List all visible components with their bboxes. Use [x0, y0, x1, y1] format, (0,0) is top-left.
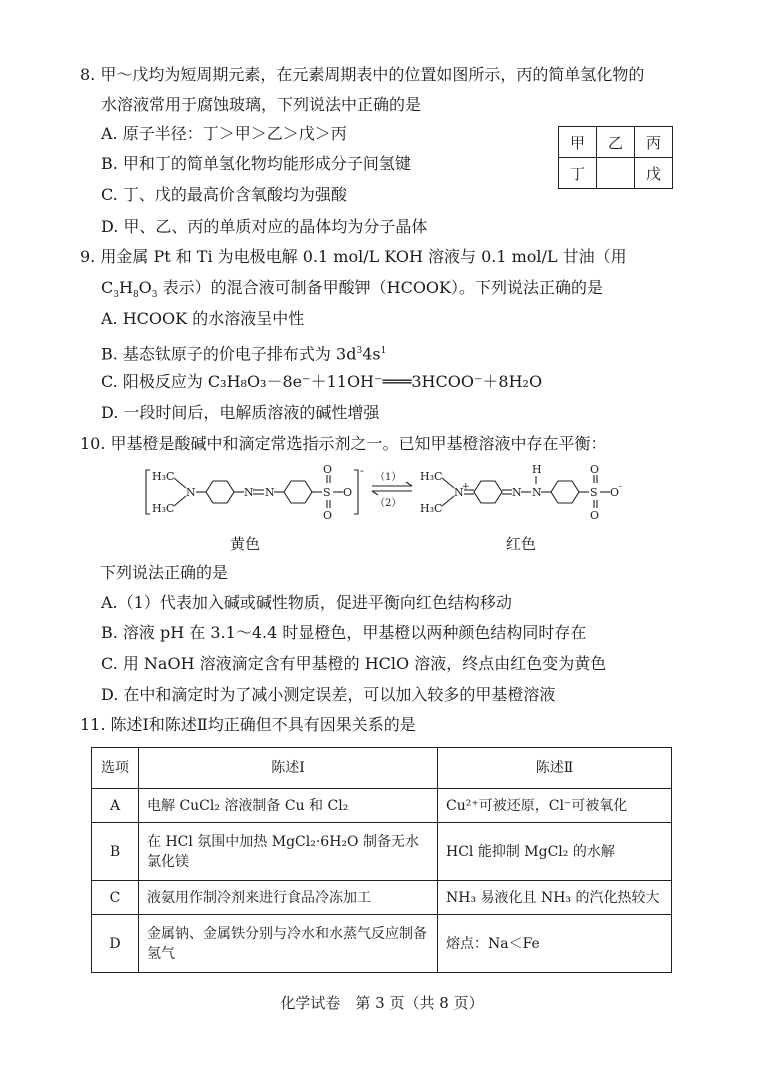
- statement-table: [91, 747, 672, 973]
- table-row: [92, 881, 672, 915]
- q9-option-b: B. 基态钛原子的价电子排布式为 $3d^34s^1$: [101, 344, 387, 364]
- mol-plus: +: [462, 482, 470, 492]
- header-statement-2: 陈述Ⅱ: [438, 748, 672, 789]
- row-statement-1: 金属钠、金属铁分别与冷水和水蒸气反应制备氢气: [139, 915, 438, 973]
- mol-minus: -: [619, 482, 623, 492]
- yellow-label: 黄色: [230, 535, 261, 553]
- mol-minus: -: [360, 464, 364, 477]
- q10-option-c: C. 用 NaOH 溶液滴定含有甲基橙的 HClO 溶液，终点由红色变为黄色: [101, 654, 607, 673]
- q9-stem-line2: $C_3H_8O_3$ 表示）的混合液可制备甲酸钾（HCOOK）。下列说法正确的是: [101, 278, 604, 301]
- table-row: [92, 823, 672, 881]
- page-footer: 化学试卷 第 3 页（共 8 页）: [280, 994, 484, 1012]
- row-option: A: [92, 789, 139, 823]
- methyl-orange-equilibrium: [140, 462, 660, 524]
- periodic-row: [559, 158, 673, 189]
- mol-n: N: [532, 486, 542, 499]
- header-statement-1: 陈述Ⅰ: [139, 748, 438, 789]
- periodic-row: [559, 127, 673, 158]
- row-statement-2: 熔点：Na＜Fe: [438, 915, 672, 973]
- mol-n: N: [186, 486, 196, 499]
- row-statement-2: NH₃ 易液化且 NH₃ 的汽化热较大: [438, 881, 672, 915]
- row-statement-1: 在 HCl 氛围中加热 MgCl₂·6H₂O 制备无水氯化镁: [139, 823, 438, 881]
- mol-n: N: [454, 486, 464, 499]
- mol-h3c-top: H₃C: [420, 470, 443, 483]
- element-cell: [597, 158, 635, 189]
- element-cell: 戊: [635, 158, 673, 189]
- q9-option-c: C. 阳极反应为 C₃H₈O₃－8e⁻＋11OH⁻═══3HCOO⁻＋8H₂O: [101, 372, 543, 391]
- red-label: 红色: [506, 535, 537, 553]
- mol-n: N: [512, 486, 522, 499]
- mol-h3c-top: H₃C: [152, 470, 175, 483]
- mol-o: O: [323, 463, 333, 476]
- row-statement-2: Cu²⁺可被还原，Cl⁻可被氧化: [438, 789, 672, 823]
- mol-s: S: [323, 486, 331, 499]
- q8-option-b: B. 甲和丁的简单氢化物均能形成分子间氢键: [101, 154, 411, 173]
- q8-option-d: D. 甲、乙、丙的单质对应的晶体均为分子晶体: [101, 217, 428, 236]
- row-statement-2: HCl 能抑制 MgCl₂ 的水解: [438, 823, 672, 881]
- q11-stem: 11. 陈述Ⅰ和陈述Ⅱ均正确但不具有因果关系的是: [80, 715, 416, 734]
- mol-o: O: [343, 486, 353, 499]
- mol-o: O: [323, 509, 333, 522]
- q10-option-d: D. 在中和滴定时为了减小测定误差，可以加入较多的甲基橙溶液: [101, 685, 556, 704]
- element-cell: 丙: [635, 127, 673, 158]
- q10-option-b: B. 溶液 pH 在 3.1～4.4 时显橙色，甲基橙以两种颜色结构同时存在: [101, 623, 587, 642]
- row-statement-1: 电解 CuCl₂ 溶液制备 Cu 和 Cl₂: [139, 789, 438, 823]
- arrow-label-2: （2）: [375, 498, 402, 509]
- mol-s: S: [590, 486, 598, 499]
- mol-h3c-bottom: H₃C: [420, 502, 443, 515]
- table-row: [92, 789, 672, 823]
- q8-option-c: C. 丁、戊的最高价含氧酸均为强酸: [101, 185, 347, 204]
- q10-prompt: 下列说法正确的是: [100, 563, 229, 582]
- q9-option-d: D. 一段时间后，电解质溶液的碱性增强: [101, 403, 380, 422]
- row-option: B: [92, 823, 139, 881]
- periodic-table-fragment: [558, 126, 673, 189]
- mol-h3c-bottom: H₃C: [152, 502, 175, 515]
- element-cell: 丁: [559, 158, 597, 189]
- q10-stem: 10. 甲基橙是酸碱中和滴定常选指示剂之一。已知甲基橙溶液中存在平衡：: [80, 434, 607, 453]
- q8-stem-line1: 8. 甲～戊均为短周期元素，在元素周期表中的位置如图所示，丙的简单氢化物的: [80, 65, 645, 84]
- table-row: [92, 915, 672, 973]
- mol-h: H: [532, 463, 542, 476]
- mol-o: O: [590, 463, 600, 476]
- table-header-row: [92, 748, 672, 789]
- element-cell: 乙: [597, 127, 635, 158]
- mol-o: O: [610, 486, 620, 499]
- mol-n: N: [265, 486, 275, 499]
- element-cell: 甲: [559, 127, 597, 158]
- q8-option-a: A. 原子半径：丁＞甲＞乙＞戊＞丙: [101, 124, 347, 143]
- mol-o: O: [590, 509, 600, 522]
- row-option: C: [92, 881, 139, 915]
- q10-option-a: A.（1）代表加入碱或碱性物质，促进平衡向红色结构移动: [101, 593, 512, 612]
- mol-n: N: [244, 486, 254, 499]
- row-statement-1: 液氨用作制冷剂来进行食品冷冻加工: [139, 881, 438, 915]
- header-option: 选项: [92, 748, 139, 789]
- row-option: D: [92, 915, 139, 973]
- q9-stem-line1: 9. 用金属 Pt 和 Ti 为电极电解 0.1 mol/L KOH 溶液与 0.1 mol/L 甘油（用: [80, 247, 627, 266]
- arrow-label-1: （1）: [375, 472, 402, 483]
- q9-option-a: A. HCOOK 的水溶液呈中性: [101, 309, 305, 328]
- q8-stem-line2: 水溶液常用于腐蚀玻璃，下列说法中正确的是: [101, 95, 422, 114]
